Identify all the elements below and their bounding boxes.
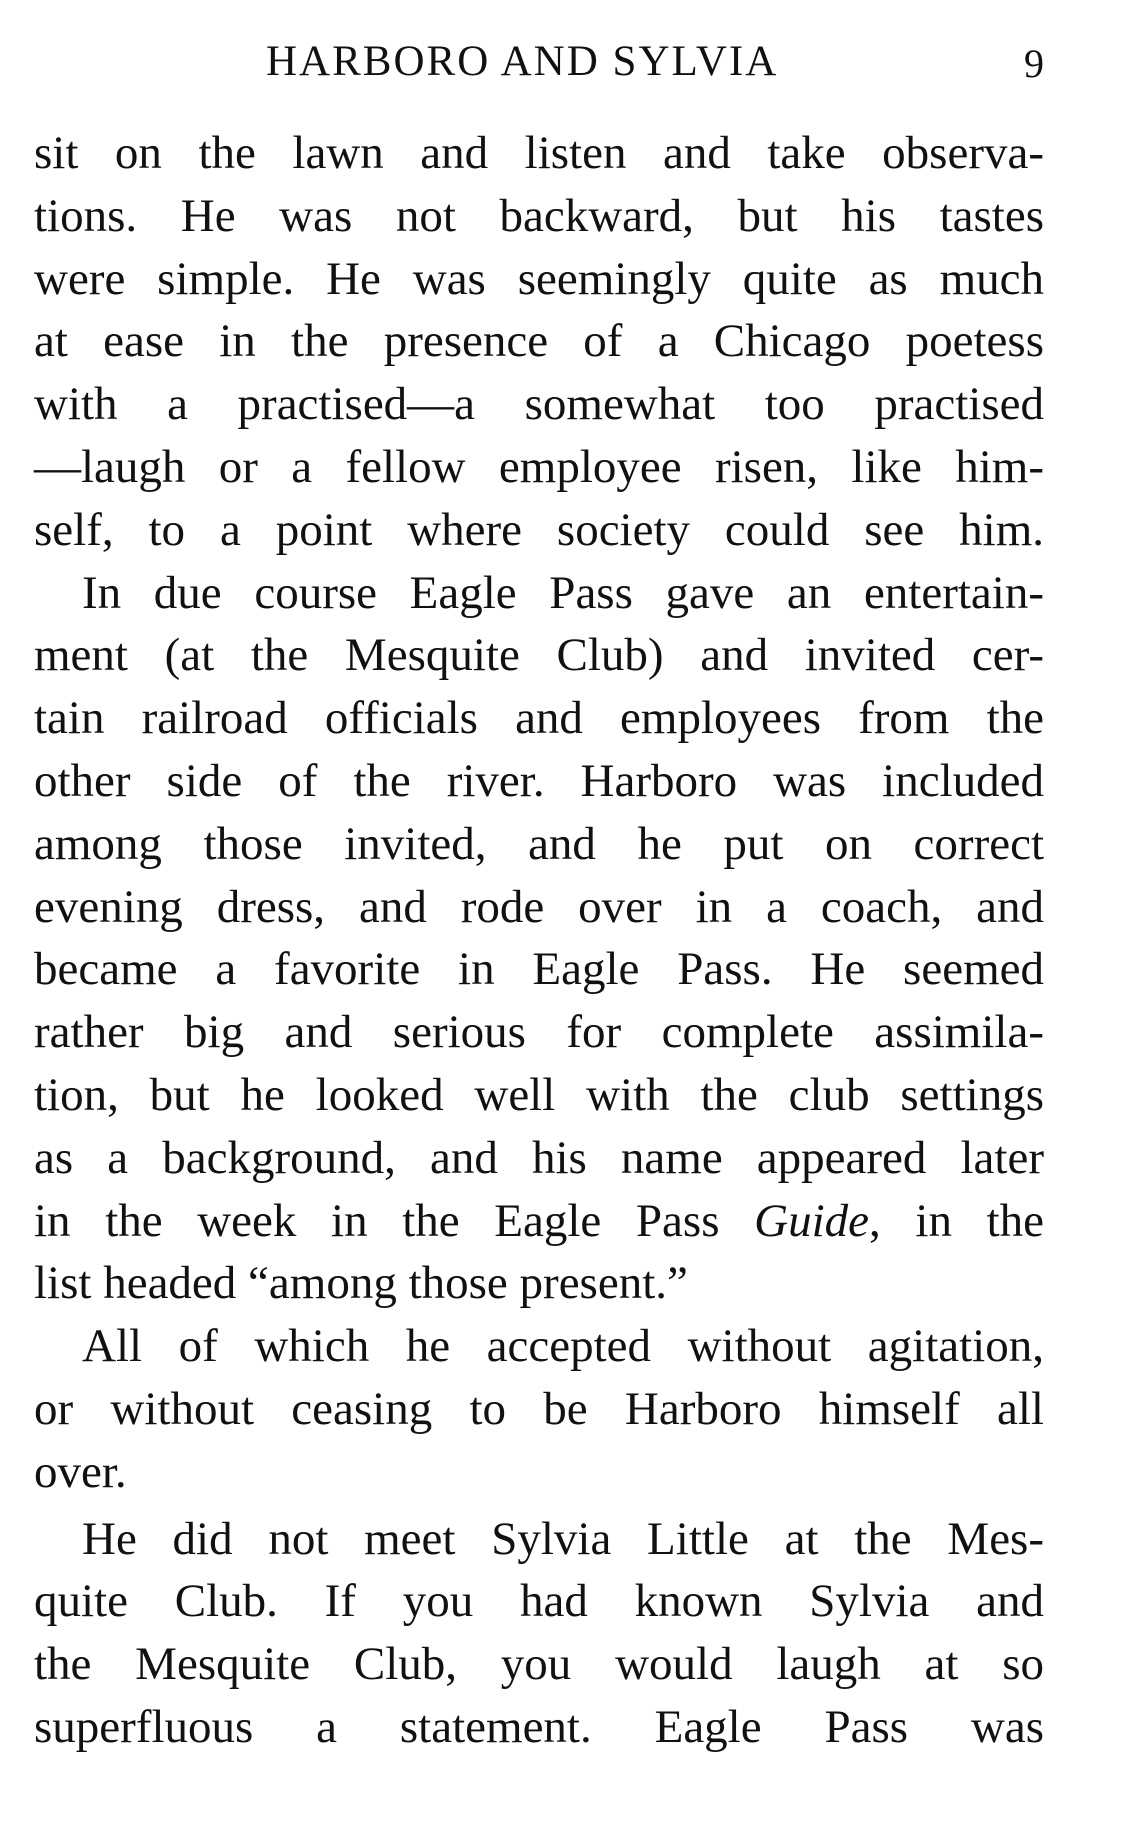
text-line: were simple. He was seemingly quite as much: [34, 252, 1044, 305]
text-line: tain railroad officials and employees from the: [34, 692, 1044, 745]
text-line: tion, but he looked well with the club settings: [34, 1068, 1044, 1121]
text-line: ment (at the Mesquite Club) and invited cer-: [34, 629, 1044, 682]
text-run: in the week in the Eagle Pass: [34, 1194, 755, 1247]
text-line: All of which he accepted without agitation,: [82, 1320, 1044, 1373]
text-line: quite Club. If you had known Sylvia and: [34, 1575, 1044, 1628]
text-line: became a favorite in Eagle Pass. He seemed: [34, 943, 1044, 996]
text-line: as a background, and his name appeared later: [34, 1131, 1044, 1184]
text-line: superfluous a statement. Eagle Pass was: [34, 1700, 1044, 1753]
italic-title: Guide: [754, 1194, 869, 1247]
text-line: evening dress, and rode over in a coach, and: [34, 880, 1044, 933]
text-line: tions. He was not backward, but his tastes: [34, 189, 1044, 242]
text-run: , in the: [869, 1194, 1044, 1247]
running-head: [34, 32, 1044, 92]
text-line: over.: [34, 1445, 127, 1498]
body-text: [34, 122, 1044, 1759]
text-line: In due course Eagle Pass gave an entertain-: [82, 566, 1044, 619]
text-line: sit on the lawn and listen and take observa-: [34, 127, 1044, 179]
text-line: the Mesquite Club, you would laugh at so: [34, 1638, 1044, 1691]
text-line: rather big and serious for complete assimila-: [34, 1006, 1044, 1059]
text-line: other side of the river. Harboro was included: [34, 754, 1044, 807]
text-line: He did not meet Sylvia Little at the Mes-: [82, 1512, 1044, 1565]
text-line: —laugh or a fellow employee risen, like him-: [34, 440, 1044, 493]
text-line: self, to a point where society could see him.: [34, 503, 1044, 556]
text-line-with-italic: [34, 1190, 1044, 1253]
running-title: HARBORO AND SYLVIA: [266, 38, 779, 85]
text-line: list headed “among those present.”: [34, 1257, 688, 1310]
book-page: [34, 0, 1044, 1822]
text-line: with a practised—a somewhat too practised: [34, 378, 1044, 431]
text-line: or without ceasing to be Harboro himself all: [34, 1382, 1044, 1435]
text-line: at ease in the presence of a Chicago poetess: [34, 315, 1044, 368]
text-line: among those invited, and he put on correct: [34, 817, 1044, 870]
page-number: 9: [1024, 41, 1044, 86]
